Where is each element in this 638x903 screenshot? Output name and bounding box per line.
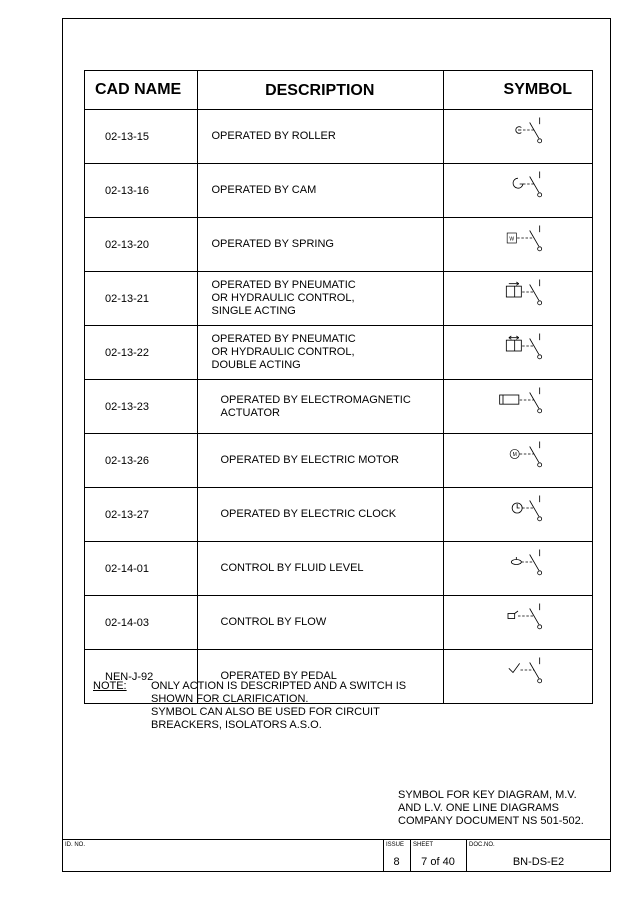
flow-symbol-icon: [498, 598, 548, 634]
symbol-cell: [444, 110, 593, 164]
electromagnetic-symbol-icon: [498, 382, 548, 418]
description-cell: [197, 272, 444, 326]
table-row: [85, 164, 593, 218]
symbol-cell: [444, 272, 593, 326]
table-row: [85, 596, 593, 650]
description-cell: [197, 380, 444, 434]
symbol-cell: [444, 488, 593, 542]
symbol-cell: [444, 434, 593, 488]
description-line: OPERATED BY PEDAL: [220, 670, 337, 682]
symbol-cell: [444, 542, 593, 596]
description-line: OR HYDRAULIC CONTROL,: [211, 346, 355, 358]
spring-symbol-letter: W: [509, 236, 515, 243]
cad-code-cell: 02-13-27: [85, 488, 198, 542]
table-row: [85, 434, 593, 488]
description-cell: [197, 164, 444, 218]
cad-code-cell: 02-14-03: [85, 596, 198, 650]
table-row: [85, 272, 593, 326]
table-row: [85, 380, 593, 434]
footer-sheet-cell: [410, 839, 466, 872]
footer-issue-cell: [383, 839, 410, 872]
note-line: SYMBOL CAN ALSO BE USED FOR CIRCUIT: [151, 706, 380, 718]
description-cell: [197, 434, 444, 488]
description-line: OPERATED BY ROLLER: [211, 130, 336, 142]
cam-symbol-icon: [498, 166, 548, 202]
table-row: [85, 542, 593, 596]
symbol-cell: [444, 326, 593, 380]
symbol-cell: [444, 218, 593, 272]
motor-symbol-letter: M: [512, 452, 517, 459]
pneumatic-double-symbol-icon: [498, 328, 548, 364]
table-row: [85, 218, 593, 272]
description-cell: [197, 542, 444, 596]
header-cad-name: CAD NAME: [85, 71, 198, 110]
description-line: OPERATED BY PNEUMATIC: [211, 279, 356, 291]
doc-value: BN-DS-E2: [512, 856, 565, 868]
issue-label: ISSUE: [386, 842, 405, 848]
description-line: OPERATED BY PNEUMATIC: [211, 333, 356, 345]
doc-ref-line: AND L.V. ONE LINE DIAGRAMS: [398, 802, 559, 814]
symbol-cell: [444, 596, 593, 650]
sheet-label: SHEET: [413, 842, 434, 848]
note-line: SHOWN FOR CLARIFICATION.: [151, 693, 309, 705]
table-header-row: [85, 71, 593, 110]
footer-id-cell: [62, 839, 383, 872]
description-line: OPERATED BY CAM: [211, 184, 317, 196]
doc-label: DOC.NO.: [469, 842, 495, 848]
cad-code-cell: 02-13-15: [85, 110, 198, 164]
cad-code-cell: 02-13-21: [85, 272, 198, 326]
note-label: NOTE:: [93, 680, 127, 692]
description-line: OPERATED BY SPRING: [211, 238, 334, 250]
description-line: SINGLE ACTING: [211, 305, 296, 317]
cad-code-cell: 02-13-22: [85, 326, 198, 380]
note-text: [151, 680, 431, 732]
description-cell: [197, 110, 444, 164]
fluid-level-symbol-icon: [498, 544, 548, 580]
document-reference: [398, 789, 592, 828]
clock-symbol-icon: [498, 490, 548, 526]
spring-symbol-icon: [498, 220, 548, 256]
id-label: ID. NO.: [65, 842, 86, 848]
doc-ref-line: SYMBOL FOR KEY DIAGRAM, M.V.: [398, 789, 577, 801]
symbol-cell: [444, 380, 593, 434]
description-line: OPERATED BY ELECTROMAGNETIC: [220, 393, 411, 406]
symbol-table: [84, 70, 593, 704]
description-cell: [197, 218, 444, 272]
note-line: ONLY ACTION IS DESCRIPTED AND A SWITCH IS: [151, 680, 407, 692]
description-cell: [197, 326, 444, 380]
description-line: CONTROL BY FLUID LEVEL: [220, 562, 364, 574]
note-line: BREACKERS, ISOLATORS A.S.O.: [151, 719, 322, 731]
description-line: OPERATED BY ELECTRIC CLOCK: [220, 508, 397, 520]
footer-doc-cell: [466, 839, 611, 872]
cad-code-cell: 02-13-20: [85, 218, 198, 272]
symbol-cell: [444, 650, 593, 704]
description-line: CONTROL BY FLOW: [220, 616, 327, 628]
symbol-cell: [444, 164, 593, 218]
cad-code-cell: 02-13-23: [85, 380, 198, 434]
table-row: [85, 488, 593, 542]
description-cell: [197, 488, 444, 542]
description-line: DOUBLE ACTING: [211, 359, 301, 371]
motor-symbol-icon: [498, 436, 548, 472]
header-description: DESCRIPTION: [197, 71, 444, 110]
issue-value: 8: [393, 856, 400, 868]
cad-code-cell: NEN-J-92: [85, 650, 198, 704]
cad-code-cell: 02-14-01: [85, 542, 198, 596]
sheet-value: 7 of 40: [421, 856, 455, 868]
doc-ref-line: COMPANY DOCUMENT NS 501-502.: [398, 815, 584, 827]
pedal-symbol-icon: [498, 652, 548, 688]
roller-symbol-icon: [498, 112, 548, 148]
table-row: [85, 326, 593, 380]
pneumatic-single-symbol-icon: [498, 274, 548, 310]
description-cell: [197, 596, 444, 650]
description-line: ACTUATOR: [220, 406, 280, 419]
cad-code-cell: 02-13-26: [85, 434, 198, 488]
description-line: OR HYDRAULIC CONTROL,: [211, 292, 355, 304]
header-symbol: SYMBOL: [444, 71, 593, 110]
table-row: [85, 110, 593, 164]
description-line: OPERATED BY ELECTRIC MOTOR: [220, 454, 399, 466]
cad-code-cell: 02-13-16: [85, 164, 198, 218]
